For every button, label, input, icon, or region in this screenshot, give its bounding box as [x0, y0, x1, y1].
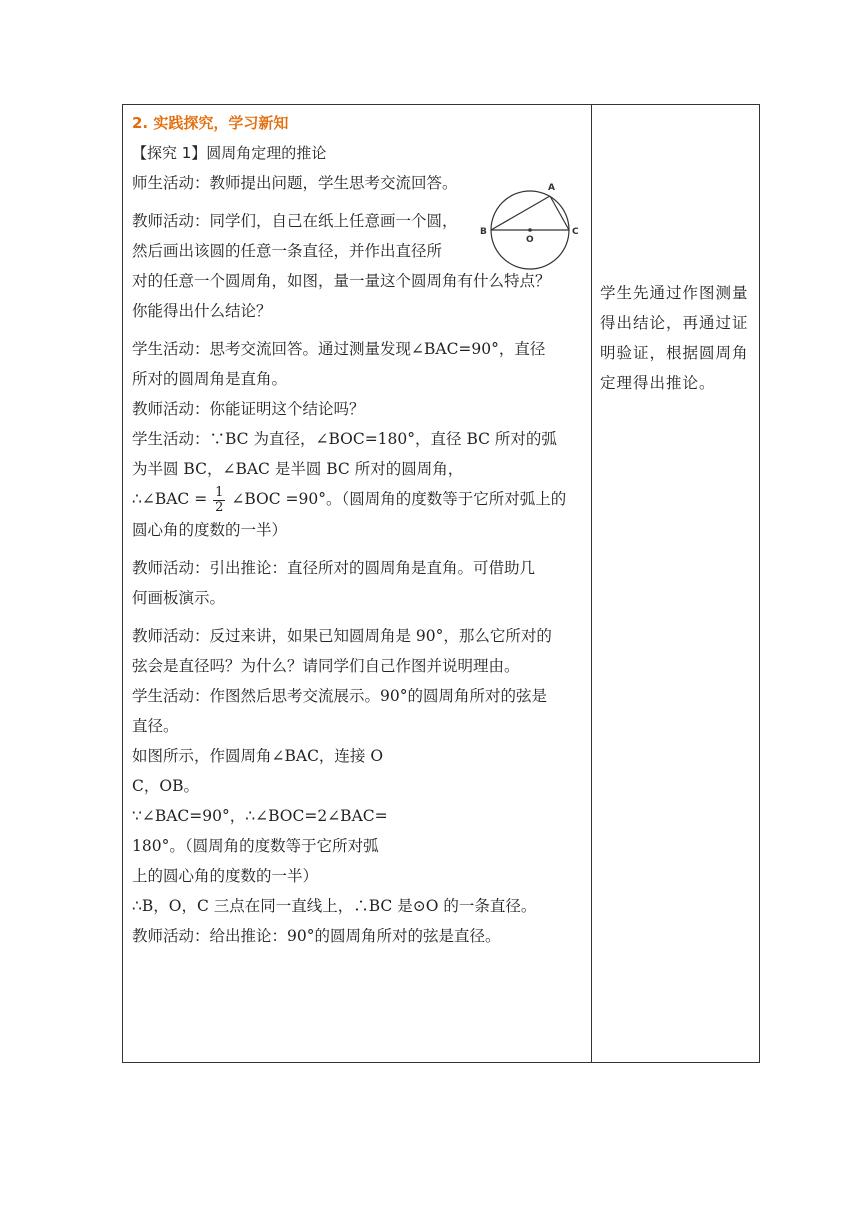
paragraph-6a: 教师活动：引出推论：直径所对的圆周角是直角。可借助几 — [132, 558, 536, 577]
paragraph-12: 教师活动：给出推论：90°的圆周角所对的弦是直径。 — [132, 926, 501, 945]
paragraph-10b: 180°。（圆周角的度数等于它所对弧 — [132, 836, 379, 855]
label-b: B — [480, 227, 487, 237]
fraction-half — [213, 486, 225, 515]
paragraph-2b: 然后画出该圆的任意一条直径，并作出直径所 — [132, 242, 443, 260]
chord-ac — [550, 196, 569, 230]
paragraph-10a: ∵∠BAC=90°，∴∠BOC=2∠BAC= — [132, 806, 388, 825]
paragraph-10c: 上的圆心角的度数的一半） — [132, 866, 319, 885]
center-point — [528, 228, 532, 232]
paragraph-5b: 为半圆 BC，∠BAC 是半圆 BC 所对的圆周角， — [132, 460, 464, 478]
paragraph-7a: 教师活动：反过来讲，如果已知圆周角是 90°，那么它所对的 — [132, 626, 552, 645]
fraction-denominator: 2 — [215, 499, 224, 515]
paragraph-11: ∴B，O，C 三点在同一直线上，∴BC 是⊙O 的一条直径。 — [132, 896, 537, 915]
circle-diagram — [478, 180, 588, 276]
paragraph-1: 师生活动：教师提出问题，学生思考交流回答。 — [132, 174, 458, 192]
paragraph-5a: 学生活动：∵BC 为直径，∠BOC=180°，直径 BC 所对的弧 — [132, 430, 557, 448]
paragraph-8a: 学生活动：作图然后思考交流展示。90°的圆周角所对的弦是 — [132, 686, 547, 705]
paragraph-8b: 直径。 — [132, 716, 179, 735]
paragraph-4: 教师活动：你能证明这个结论吗？ — [132, 400, 365, 418]
paragraph-7b: 弦会是直径吗？为什么？请同学们自己作图并说明理由。 — [132, 656, 520, 675]
paragraph-6b: 何画板演示。 — [132, 588, 226, 607]
formula-prefix: ∴∠BAC = — [132, 490, 208, 508]
formula-suffix: ∠BOC =90°。（圆周角的度数等于它所对弧上的 — [231, 490, 567, 508]
chord-ba — [491, 196, 550, 230]
paragraph-9a: 如图所示，作圆周角∠BAC，连接 O — [132, 746, 384, 765]
paragraph-2d: 你能得出什么结论？ — [132, 302, 272, 320]
label-c: C — [572, 227, 579, 237]
paragraph-5c — [132, 484, 588, 515]
note-cell — [591, 104, 760, 1063]
label-a: A — [548, 183, 555, 193]
subsection-title: 【探究 1】圆周角定理的推论 — [132, 144, 327, 162]
paragraph-2a: 教师活动：同学们，自己在纸上任意画一个圆， — [132, 212, 458, 230]
paragraph-3a: 学生活动：思考交流回答。通过测量发现∠BAC=90°，直径 — [132, 340, 546, 358]
side-note: 学生先通过作图测量得出结论，再通过证明验证，根据圆周角定理得出推论。 — [600, 284, 749, 392]
section-title: 2. 实践探究，学习新知 — [132, 114, 289, 132]
paragraph-2c: 对的任意一个圆周角，如图，量一量这个圆周角有什么特点？ — [132, 272, 551, 290]
label-o: O — [526, 235, 534, 245]
fraction-numerator: 1 — [215, 484, 224, 500]
paragraph-5d: 圆心角的度数的一半） — [132, 520, 288, 539]
paragraph-3b: 所对的圆周角是直角。 — [132, 370, 288, 388]
paragraph-9b: C，OB。 — [132, 776, 199, 795]
